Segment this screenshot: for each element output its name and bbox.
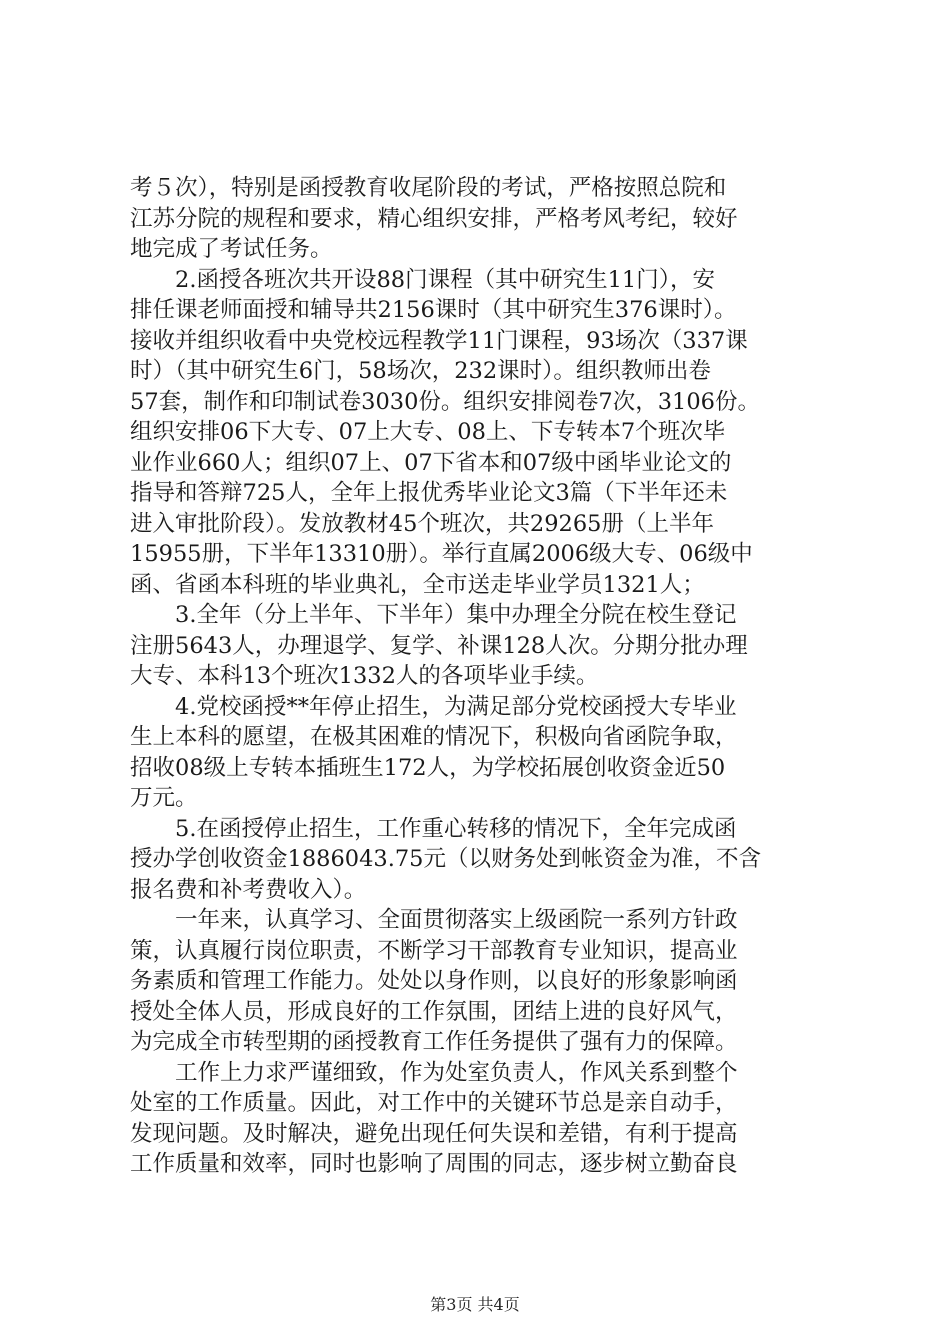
text-line: 授办学创收资金1886043.75元（以财务处到帐资金为准，不含 <box>130 846 761 872</box>
text-line: 大专、本科13个班次1332人的各项毕业手续。 <box>130 663 599 689</box>
page-footer: 第3页 共4页 <box>430 1295 520 1314</box>
text-line: 为完成全市转型期的函授教育工作任务提供了强有力的保障。 <box>130 1029 738 1055</box>
text-line: 57套，制作和印制试卷3030份。组织安排阅卷7次，3106份。 <box>130 388 760 415</box>
text-line: 函、省函本科班的毕业典礼，全市送走毕业学员1321人； <box>130 571 705 598</box>
text-line: 考５次），特别是函授教育收尾阶段的考试，严格按照总院和 <box>130 175 727 201</box>
text-line: 工作质量和效率，同时也影响了周围的同志，逐步树立勤奋良 <box>130 1151 738 1177</box>
body-text <box>130 173 833 1180</box>
text-line: 务素质和管理工作能力。处处以身作则，以良好的形象影响函 <box>130 968 738 994</box>
text-line: 3.全年（分上半年、下半年）集中办理全分院在校生登记 <box>130 602 737 628</box>
text-line: 授处全体人员，形成良好的工作氛围，团结上进的良好风气， <box>130 998 738 1025</box>
text-line: 发现问题。及时解决，避免出现任何失误和差错，有利于提高 <box>130 1120 738 1147</box>
text-line: 处室的工作质量。因此，对工作中的关键环节总是亲自动手， <box>130 1090 738 1116</box>
text-line: 地完成了考试任务。 <box>130 236 333 262</box>
text-line: 5.在函授停止招生，工作重心转移的情况下，全年完成函 <box>130 815 737 842</box>
text-line: 江苏分院的规程和要求，精心组织安排，严格考风考纪，较好 <box>130 205 738 232</box>
text-line: 注册5643人，办理退学、复学、补课128人次。分期分批办理 <box>130 632 748 659</box>
text-line: 接收并组织收看中央党校远程教学11门课程，93场次（337课 <box>130 327 748 354</box>
text-line: 招收08级上专转本插班生172人，为学校拓展创收资金近50 <box>130 754 726 781</box>
text-line: 排任课老师面授和辅导共2156课时（其中研究生376课时）。 <box>130 297 737 323</box>
text-line: 策，认真履行岗位职责，不断学习干部教育专业知识，提高业 <box>130 937 738 964</box>
text-line: 万元。 <box>130 785 198 811</box>
text-line: 2.函授各班次共开设88门课程（其中研究生11门），安 <box>130 266 715 293</box>
text-line: 生上本科的愿望，在极其困难的情况下，积极向省函院争取， <box>130 724 738 750</box>
text-line: 进入审批阶段）。发放教材45个班次，共29265册（上半年 <box>130 510 714 537</box>
text-line: 报名费和补考费收入）。 <box>130 876 367 903</box>
text-line: 一年来，认真学习、全面贯彻落实上级函院一系列方针政 <box>130 907 738 933</box>
text-line: 4.党校函授**年停止招生，为满足部分党校函授大专毕业 <box>130 693 737 720</box>
text-line: 时）（其中研究生6门，58场次，232课时）。组织教师出卷 <box>130 358 711 384</box>
text-line: 15955册，下半年13310册）。举行直属2006级大专、06级中 <box>130 541 753 567</box>
text-line: 业作业660人；组织07上、07下省本和07级中函毕业论文的 <box>130 449 732 476</box>
text-line: 组织安排06下大专、07上大专、08上、下专转本7个班次毕 <box>130 419 726 445</box>
text-line: 工作上力求严谨细致，作为处室负责人，作风关系到整个 <box>130 1059 738 1086</box>
text-line: 指导和答辩725人，全年上报优秀毕业论文3篇（下半年还未 <box>130 480 728 506</box>
